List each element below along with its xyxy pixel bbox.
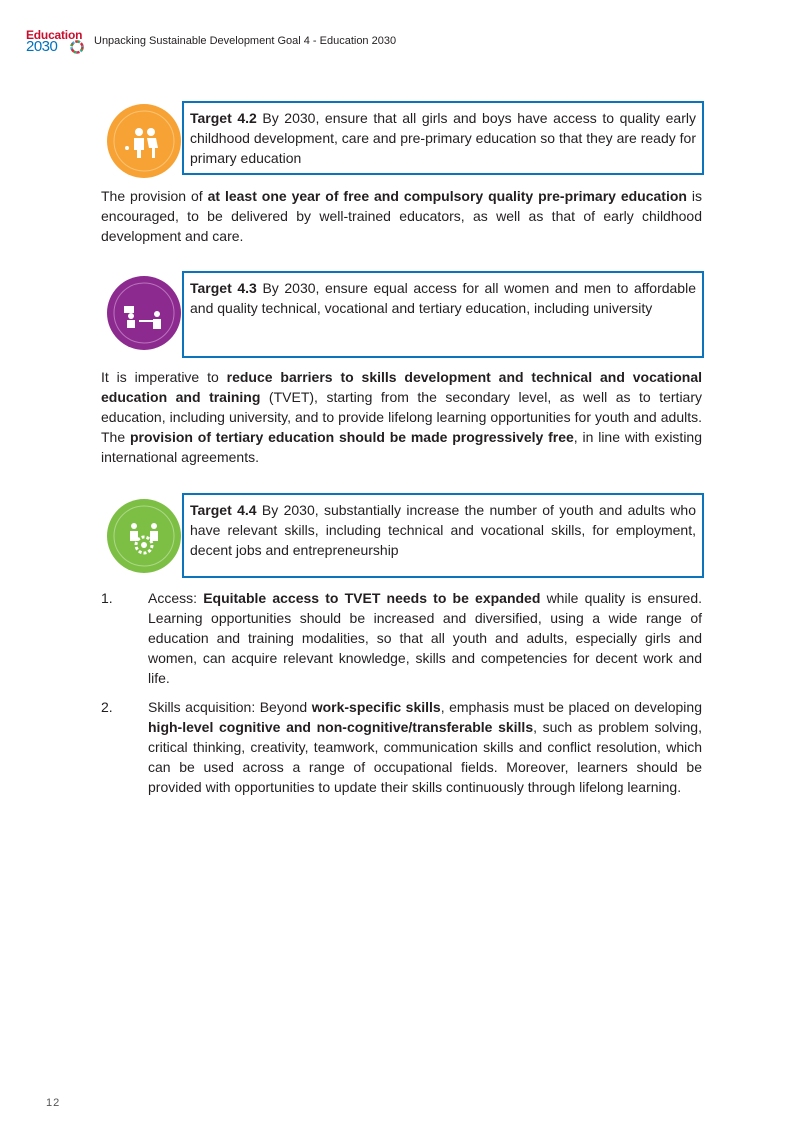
- list-text: [148, 588, 702, 688]
- para-text: is encouraged, to be delivered by well-trained educators, as well as that of early childhood development and care.: [101, 188, 702, 244]
- target-4-3-box: [182, 271, 704, 358]
- gear-people-icon: [107, 499, 181, 573]
- page-number: 12: [46, 1097, 61, 1109]
- para-text: , in line with existing international agreements.: [101, 429, 702, 465]
- para-text: The provision of: [101, 188, 208, 204]
- list-bold: Equitable access to TVET needs to be expanded: [203, 590, 541, 606]
- target-label: Target 4.4: [190, 502, 257, 518]
- list-text-part: Skills acquisition: Beyond: [148, 699, 312, 715]
- children-icon: [107, 104, 181, 178]
- logo-line2: 2030: [26, 38, 58, 55]
- para-text: It is imperative to: [101, 369, 227, 385]
- para-bold: provision of tertiary education should be made progressively free: [129, 429, 574, 445]
- target-text: By 2030, ensure equal access for all women and men to affordable and quality technical, vocational and tertiary education, including university: [190, 280, 696, 316]
- list-bold: work-specific skills: [311, 699, 441, 715]
- header-title: Unpacking Sustainable Development Goal 4 - Education 2030: [94, 35, 397, 47]
- para-bold: reduce barriers to skills development and technical and vocational education and training: [101, 369, 702, 405]
- target-text: By 2030, ensure that all girls and boys have access to quality early childhood development, care and pre-primary education so that they are ready for primary education: [190, 110, 696, 166]
- target-4-4-box: [182, 493, 704, 578]
- classroom-icon: [107, 276, 181, 350]
- list-text-part: , emphasis must be placed on developing: [440, 699, 702, 715]
- target-4-2-box: [182, 101, 704, 175]
- list-text-part: , such as problem solving, critical thinking, creativity, teamwork, communication skills and conflict resolution, which can be used across a range of occupational fields. Moreover, learners should be provided with opportunities to update their skills continuously through lifelong learning.: [148, 719, 702, 795]
- list-text-part: while quality is ensured. Learning opportunities should be increased and diversified, using a wide range of education and training modalities, so that all youth and adults, especially girls and women, can acquire relevant knowledge, skills and competencies for decent work and life.: [148, 590, 703, 686]
- logo-line1: Education: [26, 28, 83, 42]
- list-text: [148, 697, 702, 797]
- sdg-wheel-icon: [70, 40, 84, 54]
- list-text-part: Access:: [148, 590, 204, 606]
- target-label: Target 4.3: [190, 280, 257, 296]
- list-number: 1.: [101, 590, 113, 606]
- paragraph-pre-primary: [101, 186, 702, 246]
- list-bold: high-level cognitive and non-cognitive/transferable skills: [148, 719, 534, 735]
- para-text: (TVET), starting from the secondary level, as well as to tertiary education, including university, and to provide lifelong learning opportunities for youth and adults. The: [101, 389, 703, 445]
- para-bold: at least one year of free and compulsory quality pre-primary education: [207, 188, 687, 204]
- target-label: Target 4.2: [190, 110, 257, 126]
- paragraph-tvet: [101, 367, 702, 467]
- list-number: 2.: [101, 699, 113, 715]
- education-2030-logo: [26, 29, 90, 55]
- target-text: By 2030, substantially increase the number of youth and adults who have relevant skills, including technical and vocational skills, for employment, decent jobs and entrepreneurship: [190, 502, 696, 558]
